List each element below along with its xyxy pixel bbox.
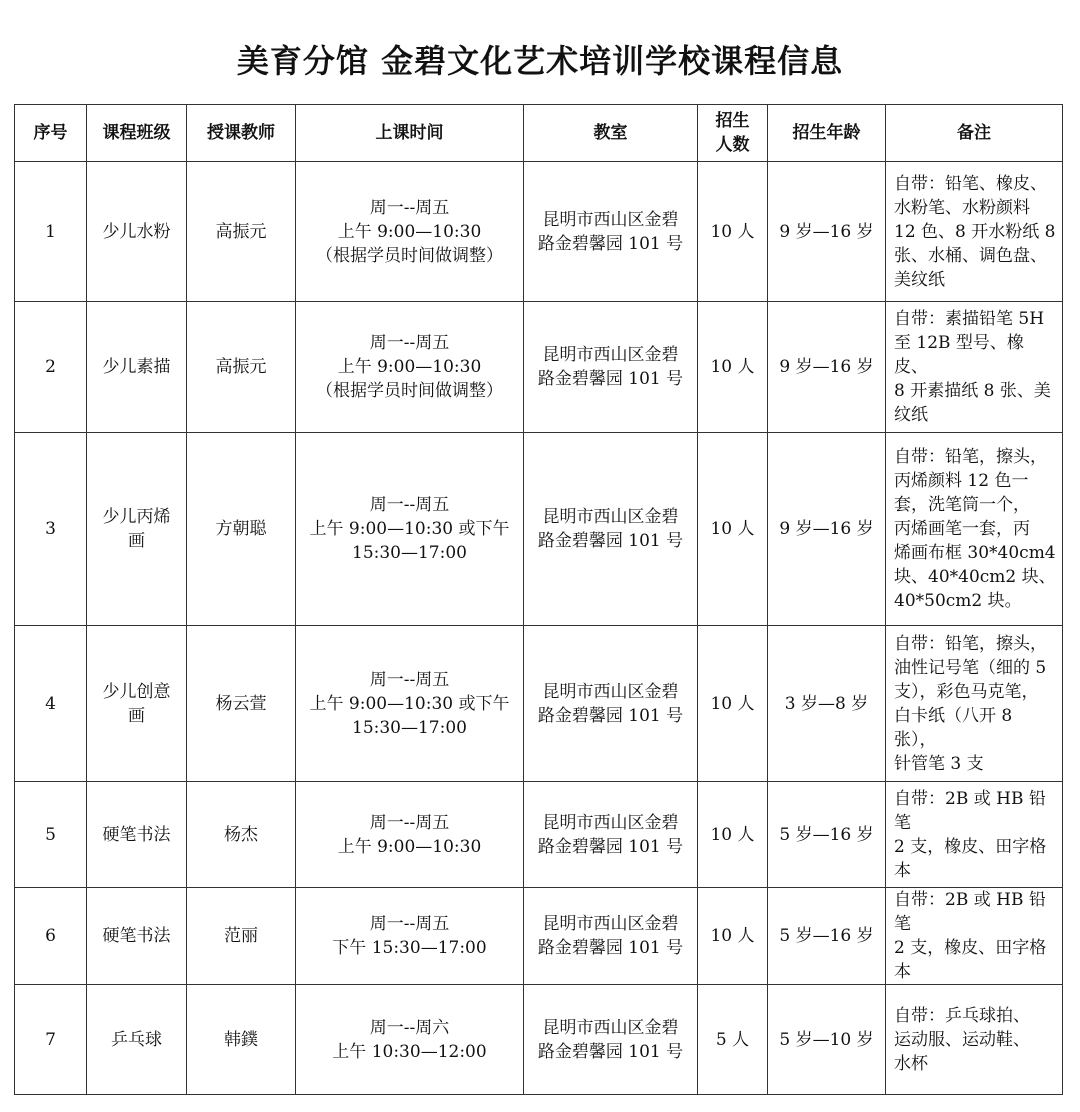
cell-notes-line: 自带：素描铅笔 5H (894, 309, 1045, 329)
table-row (15, 626, 1063, 782)
header-count-line: 人数 (715, 135, 750, 155)
cell-room-line: 路金碧馨园 101 号 (537, 531, 684, 551)
cell-time (296, 782, 524, 888)
cell-notes (886, 782, 1063, 888)
cell-course-line: 硬笔书法 (102, 926, 171, 946)
cell-teacher: 高振元 (187, 302, 296, 433)
cell-course-line: 硬笔书法 (102, 824, 171, 845)
cell-teacher: 杨杰 (187, 782, 296, 888)
cell-notes-line: 块、40*40cm2 块、 (894, 567, 1056, 587)
cell-count: 5 人 (698, 985, 768, 1095)
cell-notes-line: 白卡纸（八开 8 张）， (894, 705, 1013, 750)
cell-seq: 1 (15, 162, 87, 302)
cell-room (524, 433, 698, 626)
cell-time-line: 周一--周五 (369, 495, 450, 515)
cell-room (524, 626, 698, 782)
cell-notes-line: 2 支，橡皮、田字格 (894, 938, 1047, 958)
cell-seq: 3 (15, 433, 87, 626)
cell-time-line: 下午 15:30—17:00 (332, 938, 487, 958)
cell-course-line: 画 (128, 705, 145, 726)
cell-room-line: 昆明市西山区金碧 (542, 812, 679, 833)
cell-room-line: 昆明市西山区金碧 (542, 345, 679, 365)
cell-notes-line: 12 色、8 开水粉纸 8 (894, 221, 1056, 242)
cell-age: 5 岁—16 岁 (768, 782, 886, 888)
cell-time-line: 周一--周五 (369, 197, 450, 218)
cell-notes-line: 套，洗笔筒一个， (894, 495, 1030, 515)
cell-room-line: 昆明市西山区金碧 (542, 681, 679, 702)
cell-room (524, 888, 698, 985)
cell-course-line: 少儿水粉 (102, 221, 171, 242)
cell-age: 9 岁—16 岁 (768, 433, 886, 626)
cell-time-line: （根据学员时间做调整） (316, 245, 503, 266)
header-row (15, 105, 1063, 162)
cell-time-line: 周一--周五 (369, 812, 450, 833)
cell-age: 9 岁—16 岁 (768, 302, 886, 433)
cell-notes (886, 626, 1063, 782)
cell-time-line: 周一--周六 (369, 1017, 450, 1038)
cell-notes-line: 自带：乒乓球拍、 (894, 1005, 1030, 1026)
cell-notes-line: 支），彩色马克笔， (894, 681, 1039, 702)
table-row (15, 888, 1063, 985)
table-row (15, 985, 1063, 1095)
cell-count: 10 人 (698, 162, 768, 302)
cell-notes-line: 美纹纸 (894, 269, 945, 290)
cell-time-line: 上午 9:00—10:30 (337, 836, 482, 857)
cell-teacher: 韩鏷 (187, 985, 296, 1095)
cell-time (296, 162, 524, 302)
cell-time (296, 985, 524, 1095)
cell-room (524, 302, 698, 433)
cell-room-line: 昆明市西山区金碧 (542, 209, 679, 230)
cell-time-line: 周一--周五 (369, 669, 450, 690)
cell-course (87, 302, 187, 433)
cell-course (87, 162, 187, 302)
cell-time-line: 15:30—17:00 (352, 543, 467, 563)
cell-notes-line: 丙烯画笔一套，丙 (894, 519, 1030, 539)
header-age: 招生年龄 (768, 105, 886, 162)
cell-count: 10 人 (698, 782, 768, 888)
cell-room-line: 路金碧馨园 101 号 (537, 938, 684, 958)
cell-course (87, 888, 187, 985)
cell-age: 9 岁—16 岁 (768, 162, 886, 302)
cell-notes (886, 985, 1063, 1095)
cell-time (296, 888, 524, 985)
cell-notes-line: 8 开素描纸 8 张、美 (894, 381, 1051, 401)
cell-time-line: 15:30—17:00 (352, 717, 467, 738)
cell-notes-line: 张、水桶、调色盘、 (894, 245, 1047, 266)
cell-count: 10 人 (698, 433, 768, 626)
cell-seq: 6 (15, 888, 87, 985)
cell-time-line: 周一--周五 (369, 333, 450, 353)
course-table-body (15, 162, 1063, 1095)
table-row (15, 302, 1063, 433)
cell-age: 3 岁—8 岁 (768, 626, 886, 782)
cell-notes-line: 40*50cm2 块。 (894, 591, 1022, 611)
cell-time-line: 周一--周五 (369, 914, 450, 934)
cell-course-line: 少儿丙烯 (102, 507, 171, 527)
cell-course (87, 626, 187, 782)
cell-room-line: 昆明市西山区金碧 (542, 1017, 679, 1038)
cell-room (524, 782, 698, 888)
cell-time (296, 626, 524, 782)
cell-time-line: 上午 10:30—12:00 (332, 1041, 487, 1062)
cell-teacher: 杨云萱 (187, 626, 296, 782)
table-row (15, 782, 1063, 888)
table-row (15, 162, 1063, 302)
cell-count: 10 人 (698, 302, 768, 433)
cell-notes-line: 自带：铅笔，擦头， (894, 633, 1047, 654)
cell-time-line: 上午 9:00—10:30 (337, 357, 482, 377)
header-teacher: 授课教师 (187, 105, 296, 162)
header-count (698, 105, 768, 162)
cell-course-line: 乒乓球 (111, 1029, 162, 1050)
cell-course-line: 少儿素描 (102, 357, 171, 377)
cell-count: 10 人 (698, 626, 768, 782)
cell-time (296, 433, 524, 626)
cell-course (87, 782, 187, 888)
cell-room-line: 昆明市西山区金碧 (542, 507, 679, 527)
header-notes: 备注 (886, 105, 1063, 162)
cell-age: 5 岁—10 岁 (768, 985, 886, 1095)
cell-room (524, 162, 698, 302)
cell-room-line: 路金碧馨园 101 号 (537, 369, 684, 389)
course-table (14, 104, 1063, 1095)
cell-seq: 7 (15, 985, 87, 1095)
cell-notes (886, 888, 1063, 985)
cell-room-line: 路金碧馨园 101 号 (537, 233, 684, 254)
cell-notes-line: 本 (894, 962, 911, 982)
cell-teacher: 方朝聪 (187, 433, 296, 626)
cell-notes (886, 302, 1063, 433)
cell-seq: 4 (15, 626, 87, 782)
cell-room-line: 路金碧馨园 101 号 (537, 1041, 684, 1062)
cell-room-line: 昆明市西山区金碧 (542, 914, 679, 934)
cell-notes (886, 433, 1063, 626)
cell-room-line: 路金碧馨园 101 号 (537, 836, 684, 857)
cell-notes-line: 自带：铅笔、橡皮、 (894, 173, 1047, 194)
cell-course (87, 985, 187, 1095)
cell-course (87, 433, 187, 626)
cell-notes-line: 至 12B 型号、橡皮、 (894, 333, 1024, 377)
cell-room-line: 路金碧馨园 101 号 (537, 705, 684, 726)
header-seq: 序号 (15, 105, 87, 162)
cell-notes-line: 纹纸 (894, 405, 928, 425)
cell-notes-line: 水杯 (894, 1053, 928, 1074)
cell-notes-line: 自带：2B 或 HB 铅笔 (894, 890, 1046, 934)
header-count-line: 招生 (715, 111, 750, 131)
cell-notes-line: 运动服、运动鞋、 (894, 1029, 1030, 1050)
cell-notes-line: 本 (894, 860, 911, 881)
cell-notes-line: 自带：铅笔，擦头， (894, 447, 1047, 467)
cell-notes-line: 针管笔 3 支 (894, 753, 984, 774)
cell-notes-line: 水粉笔、水粉颜料 (894, 197, 1030, 218)
cell-course-line: 画 (128, 531, 145, 551)
cell-age: 5 岁—16 岁 (768, 888, 886, 985)
cell-course-line: 少儿创意 (102, 681, 171, 702)
cell-seq: 5 (15, 782, 87, 888)
cell-time-line: 上午 9:00—10:30 或下午 (309, 519, 510, 539)
table-row (15, 433, 1063, 626)
cell-room (524, 985, 698, 1095)
header-course: 课程班级 (87, 105, 187, 162)
cell-notes-line: 油性记号笔（细的 5 (894, 657, 1047, 678)
cell-notes-line: 烯画布框 30*40cm4 (894, 543, 1056, 563)
header-room: 教室 (524, 105, 698, 162)
cell-time (296, 302, 524, 433)
cell-notes (886, 162, 1063, 302)
cell-notes-line: 2 支，橡皮、田字格 (894, 836, 1047, 857)
cell-time-line: 上午 9:00—10:30 或下午 (309, 693, 510, 714)
cell-seq: 2 (15, 302, 87, 433)
cell-count: 10 人 (698, 888, 768, 985)
cell-time-line: 上午 9:00—10:30 (337, 221, 482, 242)
page-title: 美育分馆 金碧文化艺术培训学校课程信息 (236, 42, 844, 80)
cell-teacher: 范丽 (187, 888, 296, 985)
cell-notes-line: 自带：2B 或 HB 铅笔 (894, 788, 1046, 833)
header-time: 上课时间 (296, 105, 524, 162)
cell-teacher: 高振元 (187, 162, 296, 302)
cell-time-line: （根据学员时间做调整） (316, 381, 503, 401)
cell-notes-line: 丙烯颜料 12 色一 (894, 471, 1029, 491)
